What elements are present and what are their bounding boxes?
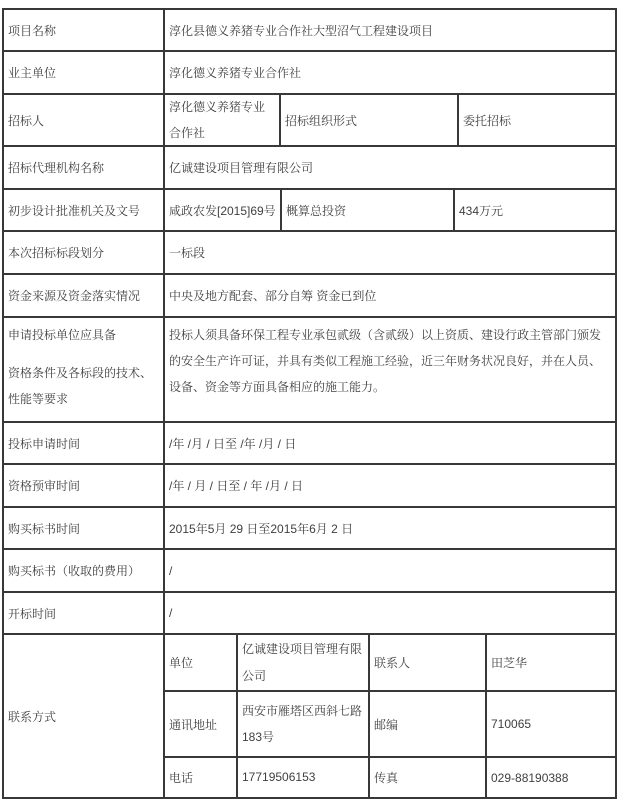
row-agency [2, 145, 617, 190]
row-section-division [2, 230, 617, 275]
phone-label: 电话 [163, 758, 236, 797]
row-bid-application-time [2, 421, 617, 465]
row-funding [2, 273, 617, 318]
project-name-value: 淳化县德义养猪专业合作社大型沼气工程建设项目 [163, 10, 615, 50]
postcode-label: 邮编 [368, 692, 485, 756]
unit-value: 亿诚建设项目管理有限公司 [236, 635, 368, 690]
fax-label: 传真 [368, 758, 485, 797]
org-form-label: 招标组织形式 [279, 95, 457, 145]
row-contact-info [2, 633, 617, 799]
qualification-value: 投标人须具备环保工程专业承包贰级（含贰级）以上资质、建设行政主管部门颁发的安全生产许可证，并具有类似工程施工经验，近三年财务状况良好，并在人员、设备、资金等方面具备相应的施工能力。 [163, 318, 615, 421]
row-document-fee [2, 548, 617, 593]
document-purchase-time-label: 购买标书时间 [8, 521, 81, 536]
budget-value: 434万元 [453, 190, 615, 230]
section-division-value: 一标段 [163, 232, 615, 273]
qualification-label [4, 318, 163, 421]
funding-value: 中央及地方配套、部分自筹 资金已到位 [163, 275, 615, 316]
contact-row-unit [163, 635, 615, 692]
prequalification-time-label: 资格预审时间 [8, 479, 81, 493]
document-fee-label: 购买标书（收取的费用） [8, 564, 141, 578]
agency-label: 招标代理机构名称 [8, 161, 105, 175]
agency-value: 亿诚建设项目管理有限公司 [163, 147, 615, 188]
address-value: 西安市雁塔区西斜七路183号 [236, 692, 368, 756]
prequalification-time-value: /年 / 月 / 日至 / 年 /月 / 日 [163, 465, 615, 506]
row-project-name [2, 8, 617, 52]
org-form-value: 委托招标 [457, 95, 615, 145]
contact-sub-table [163, 635, 615, 797]
row-qualification-requirements [2, 316, 617, 423]
qualification-label-line1: 申请投标单位应具备 [8, 328, 117, 342]
owner-unit-value: 淳化德义养猪专业合作社 [163, 52, 615, 93]
contact-person-label: 联系人 [368, 635, 485, 690]
unit-label: 单位 [163, 635, 236, 690]
row-design-approval [2, 188, 617, 232]
funding-label: 资金来源及资金落实情况 [8, 289, 141, 303]
fax-value: 029-88190388 [485, 758, 615, 797]
bid-application-time-label: 投标申请时间 [8, 436, 81, 451]
owner-unit-label: 业主单位 [8, 66, 57, 80]
design-approval-value: 咸政农发[2015]69号 [163, 190, 280, 230]
design-approval-label: 初步设计批准机关及文号 [8, 203, 141, 218]
bid-opening-time-value: / [163, 593, 615, 633]
contact-label: 联系方式 [8, 709, 57, 724]
row-bid-opening-time [2, 591, 617, 635]
contact-row-phone [163, 758, 615, 797]
row-tenderer [2, 93, 617, 147]
budget-label: 概算总投资 [280, 190, 453, 230]
postcode-value: 710065 [485, 692, 615, 756]
address-label: 通讯地址 [163, 692, 236, 756]
document-purchase-time-value: 2015年5月 29 日至2015年6月 2 日 [163, 508, 615, 548]
qualification-label-line2: 资格条件及各标段的技术、性能等要求 [8, 365, 153, 406]
section-division-label: 本次招标标段划分 [8, 246, 105, 260]
tenderer-label: 招标人 [8, 113, 45, 128]
project-name-label: 项目名称 [8, 23, 57, 38]
row-prequalification-time [2, 463, 617, 508]
tenderer-value: 淳化德义养猪专业合作社 [163, 95, 279, 145]
bid-opening-time-label: 开标时间 [8, 606, 57, 621]
row-owner-unit [2, 50, 617, 95]
phone-value: 17719506153 [236, 758, 368, 797]
row-document-purchase-time [2, 506, 617, 550]
bid-application-time-value: /年 /月 / 日至 /年 /月 / 日 [163, 423, 615, 463]
document-fee-value: / [163, 550, 615, 591]
contact-row-address [163, 692, 615, 758]
contact-person-value: 田芝华 [485, 635, 615, 690]
